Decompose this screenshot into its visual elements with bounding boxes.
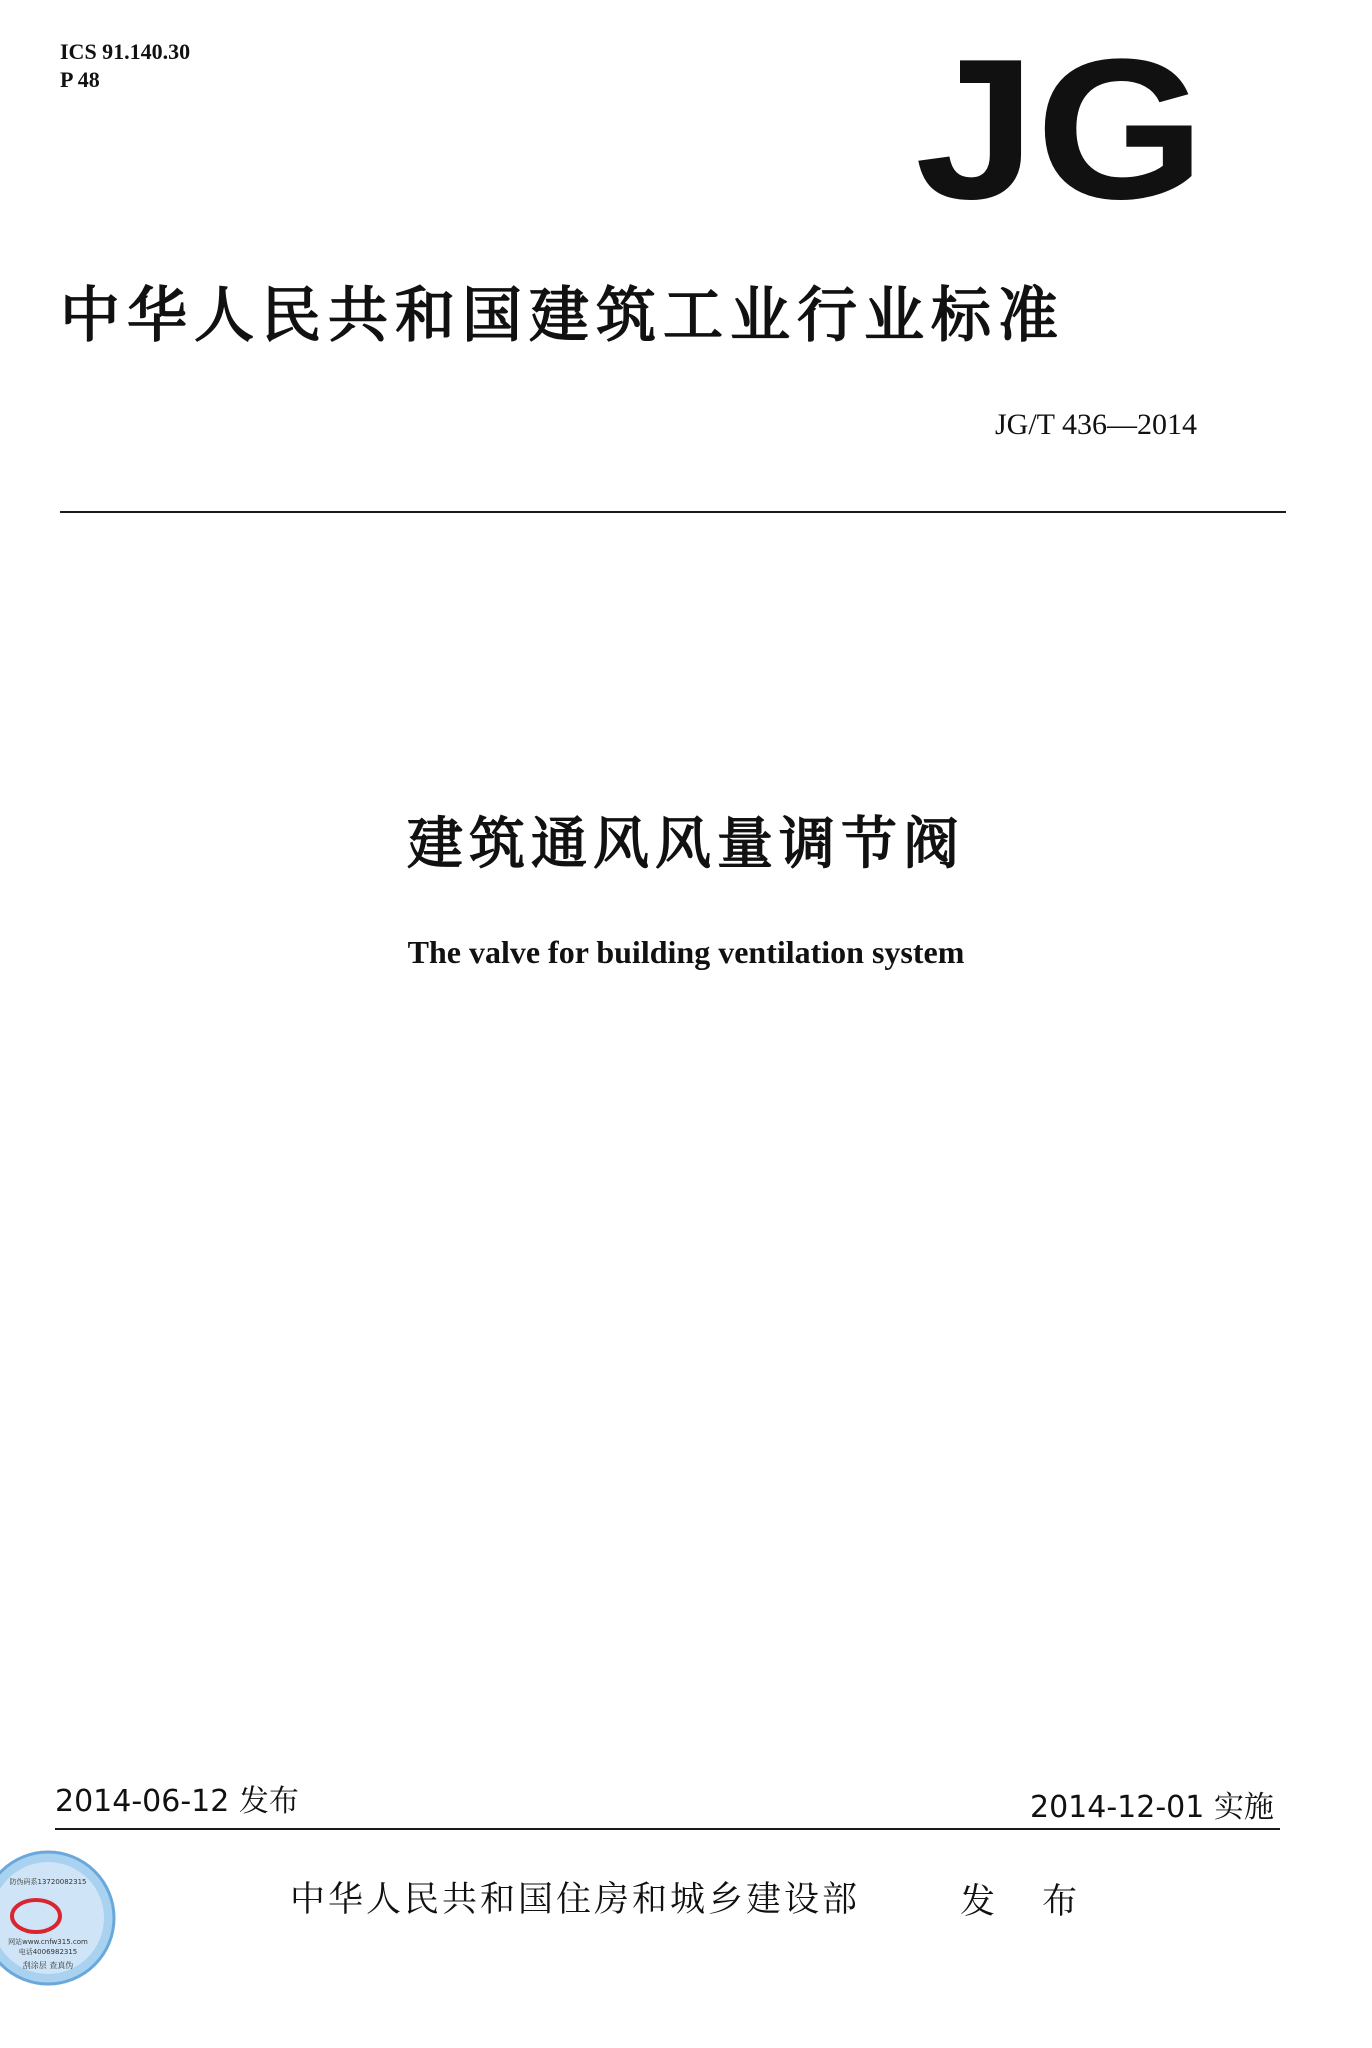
classification-codes xyxy=(60,38,190,94)
standard-number: JG/T 436—2014 xyxy=(995,408,1197,441)
footer-divider xyxy=(55,1828,1280,1830)
standard-category-title: 中华人民共和国建筑工业行业标准 xyxy=(60,281,1065,351)
anti-counterfeit-seal xyxy=(0,1838,118,1998)
ccs-code: P 48 xyxy=(60,67,100,92)
issue-date: 2014-06-12 发布 xyxy=(55,1784,299,1819)
document-title-en: The valve for building ventilation system xyxy=(407,934,965,970)
publish-label: 发 布 xyxy=(960,1882,1096,1922)
ics-code: ICS 91.140.30 xyxy=(60,39,191,64)
publisher-name: 中华人民共和国住房和城乡建设部 xyxy=(290,1880,861,1920)
seal-text-line2: 网站www.cnfw315.com xyxy=(8,1938,88,1946)
seal-text-line3: 电话4006982315 xyxy=(18,1948,78,1956)
header-divider xyxy=(60,511,1286,513)
implementation-date: 2014-12-01 实施 xyxy=(1030,1790,1274,1825)
seal-text-line1: 防伪码系13720082315 xyxy=(9,1878,87,1886)
jg-logo xyxy=(910,48,1210,208)
document-title-cn: 建筑通风风量调节阀 xyxy=(407,812,965,877)
jg-logo-text: JG xyxy=(915,48,1205,208)
seal-text-line4: 刮涂层 查真伪 xyxy=(22,1961,74,1970)
